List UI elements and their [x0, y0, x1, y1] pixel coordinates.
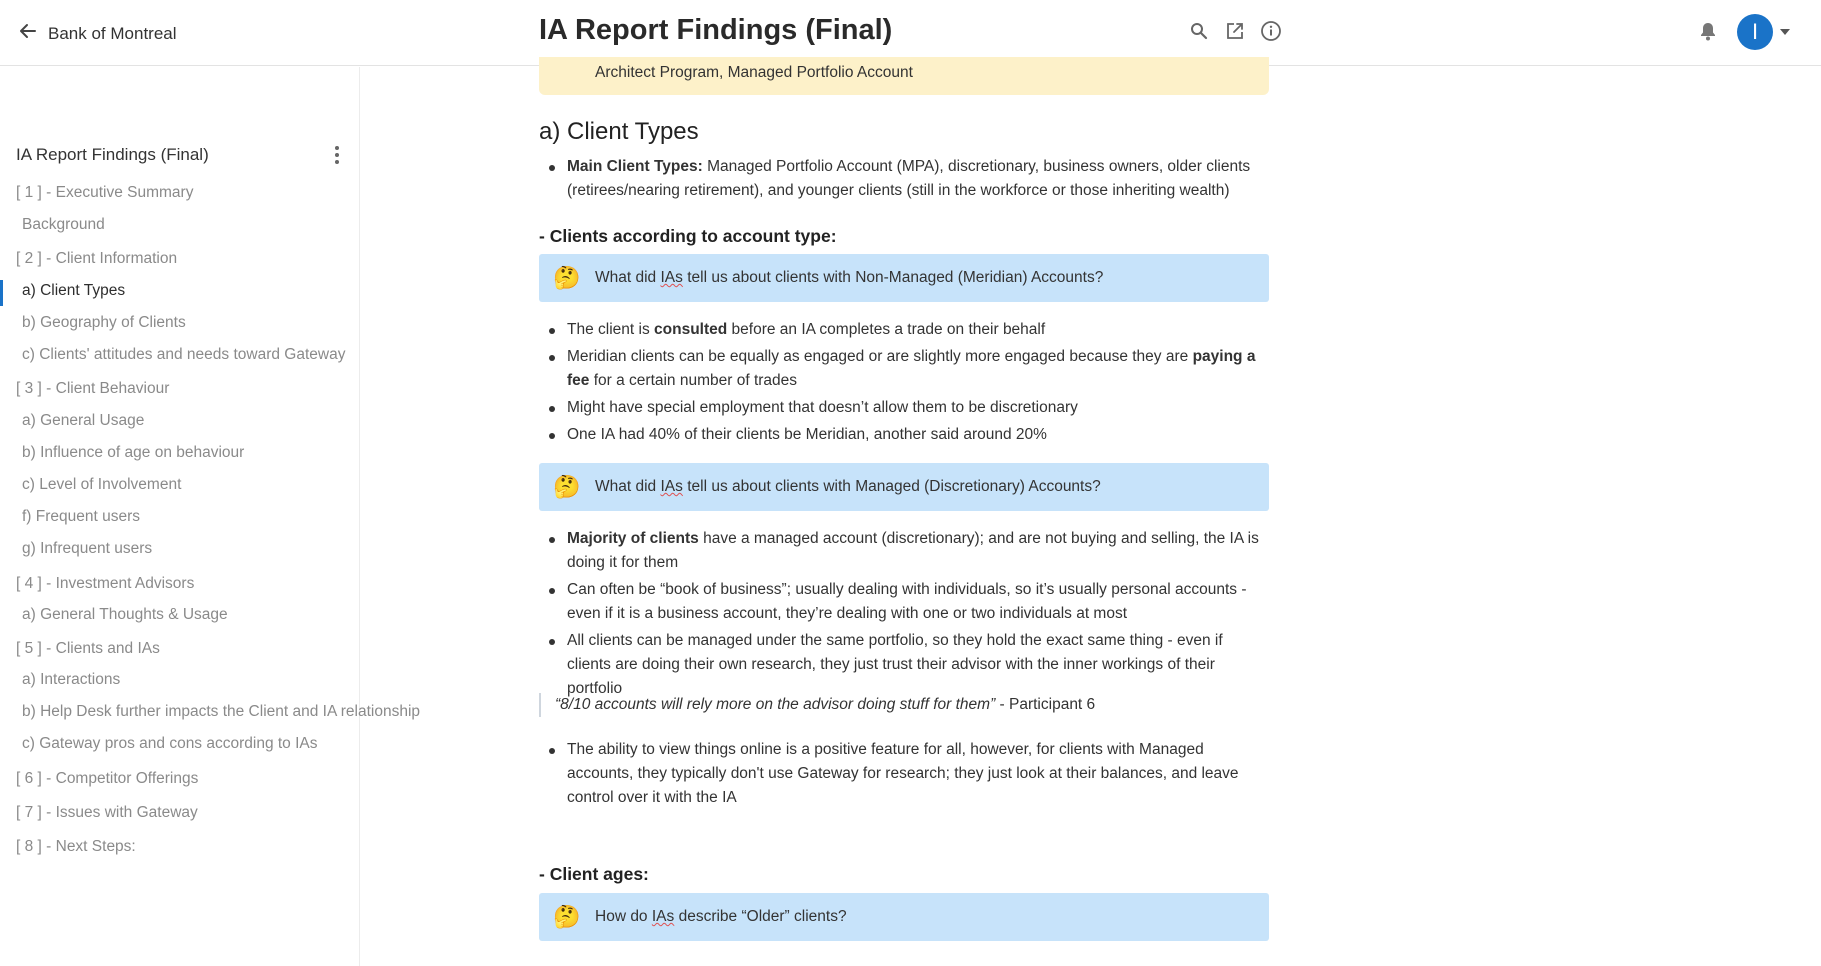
sidebar-item[interactable]: Background [22, 216, 105, 233]
list-item: Meridian clients can be equally as engaged or are slightly more engaged because they are paying a fee for a certain number of trades [539, 345, 1269, 393]
sidebar-item[interactable]: c) Level of Involvement [22, 476, 182, 493]
sidebar-item[interactable]: f) Frequent users [22, 508, 141, 525]
sidebar-section-item[interactable]: [ 1 ] - Executive Summary [16, 184, 194, 201]
list-item: The ability to view things online is a positive feature for all, however, for clients with Managed accounts, they typically don't use Gateway for research; they just look at their balances, and leave control over it with the IA [539, 738, 1269, 810]
sidebar-section-item[interactable]: [ 3 ] - Client Behaviour [16, 380, 170, 397]
list-item-text: Managed Portfolio Account (MPA), discretionary, business owners, older clients (retirees/nearing retirement), and younger clients (still in the workforce or those inheriting wealth) [567, 158, 1251, 199]
sidebar-item[interactable]: a) Interactions [22, 671, 121, 688]
open-external-button[interactable] [1222, 20, 1248, 46]
sidebar-section-item[interactable]: [ 7 ] - Issues with Gateway [16, 804, 198, 821]
thinking-face-icon: 🤔 [553, 474, 581, 499]
callout-text: Architect Program, Managed Portfolio Account [595, 64, 913, 81]
thinking-face-icon: 🤔 [553, 904, 581, 929]
sidebar-title: IA Report Findings (Final) [16, 145, 209, 164]
back-label: Bank of Montreal [48, 23, 177, 43]
sidebar-item[interactable]: a) Client Types [22, 282, 126, 299]
page-title: IA Report Findings (Final) [539, 14, 893, 46]
callout-note [539, 57, 1269, 95]
list-item [539, 155, 1269, 203]
notifications-button[interactable] [1695, 20, 1721, 46]
sidebar-section-item[interactable]: [ 2 ] - Client Information [16, 250, 178, 267]
sidebar-section-item[interactable]: [ 8 ] - Next Steps: [16, 838, 136, 855]
question-text: What did IAs tell us about clients with Non-Managed (Meridian) Accounts? [595, 269, 1104, 286]
info-button[interactable] [1258, 20, 1284, 46]
search-icon [1190, 22, 1208, 45]
thinking-face-icon: 🤔 [553, 265, 581, 290]
external-link-icon [1225, 21, 1245, 46]
list-item: Majority of clients have a managed account (discretionary); and are not buying and selling, the IA is doing it for them [539, 527, 1269, 575]
client-types-list [539, 155, 1269, 206]
info-icon [1260, 20, 1282, 47]
active-indicator [0, 280, 3, 306]
document-body [539, 64, 1269, 966]
avatar[interactable]: I [1737, 14, 1773, 50]
list-item: One IA had 40% of their clients be Meridian, another said around 20% [539, 423, 1269, 447]
question-callout [539, 254, 1269, 302]
section-heading: a) Client Types [539, 118, 699, 145]
sidebar-item[interactable]: b) Help Desk further impacts the Client and IA relationship [22, 703, 421, 720]
question-callout [539, 893, 1269, 941]
quote-attribution: - Participant 6 [995, 696, 1096, 713]
chevron-down-icon[interactable] [1780, 29, 1790, 35]
question-text: What did IAs tell us about clients with Managed (Discretionary) Accounts? [595, 478, 1101, 495]
online-list [539, 738, 1269, 813]
blockquote [539, 693, 1269, 717]
sidebar-item[interactable]: c) Gateway pros and cons according to IAs [22, 735, 318, 752]
sidebar-item[interactable]: c) Clients' attitudes and needs toward Gateway [22, 346, 346, 363]
question-text: How do IAs describe “Older” clients? [595, 908, 847, 925]
sidebar-header [16, 143, 346, 167]
sidebar-item[interactable]: b) Geography of Clients [22, 314, 186, 331]
sidebar-item[interactable]: a) General Usage [22, 412, 145, 429]
back-link[interactable] [18, 21, 177, 46]
list-item: The client is consulted before an IA completes a trade on their behalf [539, 318, 1269, 342]
bell-icon [1699, 21, 1717, 46]
search-button[interactable] [1186, 20, 1212, 46]
more-options-icon[interactable] [328, 143, 346, 167]
meridian-list [539, 318, 1269, 450]
arrow-left-icon [18, 21, 38, 46]
sub-heading-account-type: - Clients according to account type: [539, 226, 837, 246]
quote-text: “8/10 accounts will rely more on the advisor doing stuff for them” [555, 696, 996, 713]
sidebar-section-item[interactable]: [ 4 ] - Investment Advisors [16, 575, 195, 592]
bold-text: Main Client Types: [567, 158, 703, 175]
sidebar-item[interactable]: a) General Thoughts & Usage [22, 606, 228, 623]
managed-list [539, 527, 1269, 704]
list-item: Might have special employment that doesn’t allow them to be discretionary [539, 396, 1269, 420]
sidebar-section-item[interactable]: [ 6 ] - Competitor Offerings [16, 770, 199, 787]
sidebar-item[interactable]: g) Infrequent users [22, 540, 153, 557]
list-item: All clients can be managed under the same portfolio, so they hold the exact same thing - even if clients are doing their own research, they just trust their advisor with the inner workings of their portfolio [539, 629, 1269, 701]
sidebar-item[interactable]: b) Influence of age on behaviour [22, 444, 245, 461]
list-item: Can often be “book of business”; usually dealing with individuals, so it’s usually personal accounts - even if it is a business account, they’re dealing with one or two individuals at most [539, 578, 1269, 626]
question-callout [539, 463, 1269, 511]
sidebar-section-item[interactable]: [ 5 ] - Clients and IAs [16, 640, 160, 657]
sidebar [0, 67, 421, 966]
sub-heading-client-ages: - Client ages: [539, 864, 649, 884]
